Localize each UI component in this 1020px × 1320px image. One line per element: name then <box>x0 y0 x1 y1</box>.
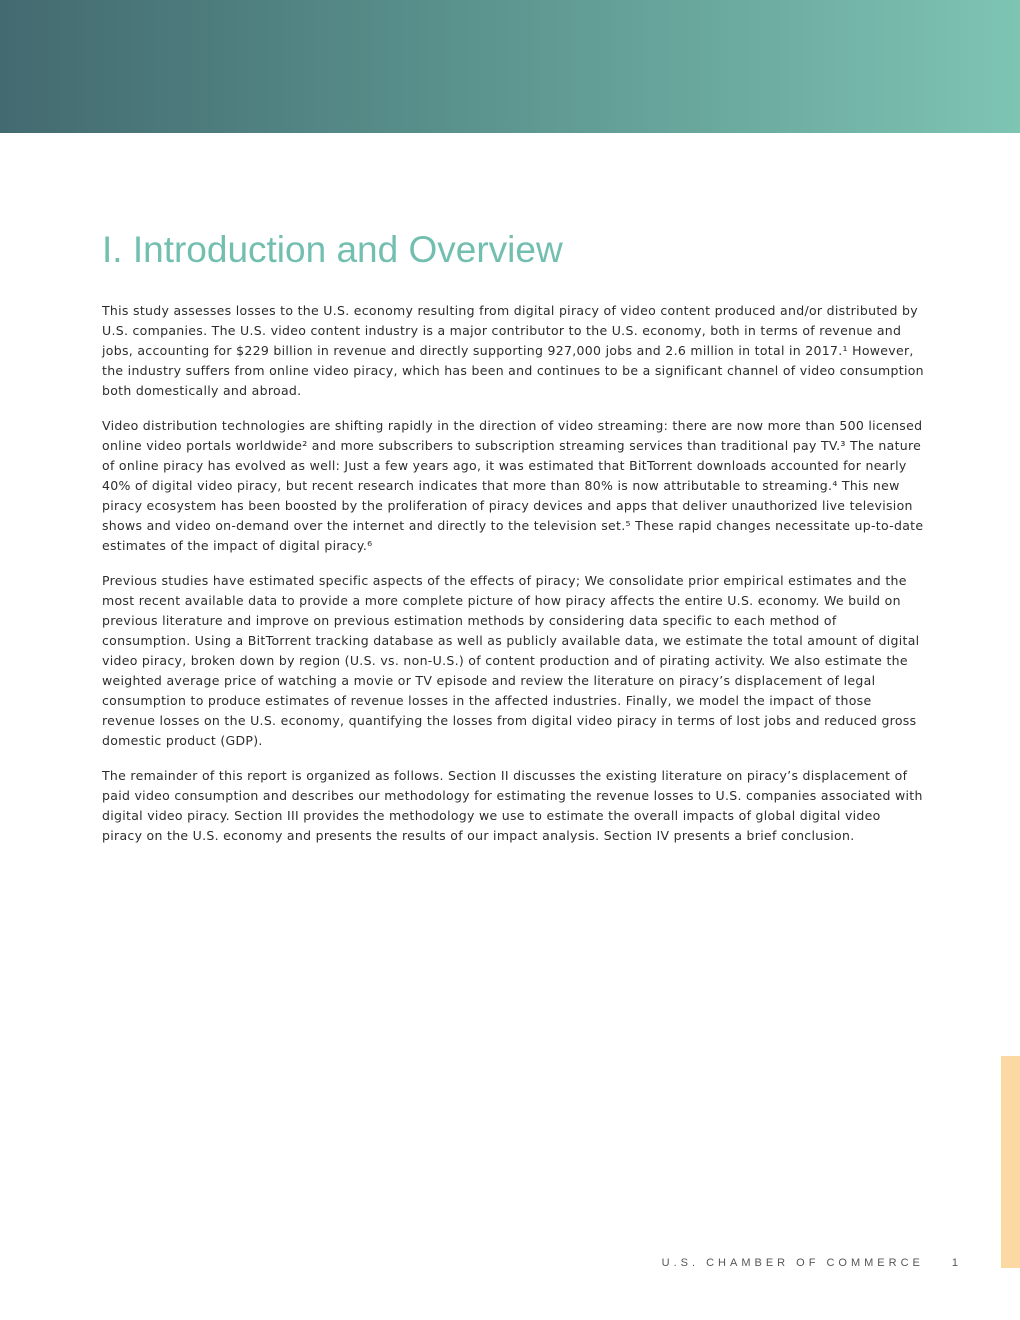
side-tab-marker <box>1001 1056 1020 1268</box>
footer-organization: U.S. CHAMBER OF COMMERCE <box>661 1257 924 1269</box>
page-title: I. Introduction and Overview <box>102 229 563 270</box>
header-banner <box>0 0 1020 133</box>
paragraph-1: This study assesses losses to the U.S. economy resulting from digital piracy of video content produced and/or distributed by U.S. companies. The U.S. video content industry is a major contributor to the U.S. economy, both in terms of revenue and jobs, accounting for $229 billion in revenue and directly supporting 927,000 jobs and 2.6 million in total in 2017.¹ However, the industry suffers from online video piracy, which has been and continues to be a significant channel of video consumption both domestically and abroad. <box>102 303 924 398</box>
paragraph-4: The remainder of this report is organized as follows. Section II discusses the existing literature on piracy’s displacement of paid video consumption and describes our methodology for estimating the revenue losses to U.S. companies associated with digital video piracy. Section III provides the methodology we use to estimate the overall impacts of global digital video piracy on the U.S. economy and presents the results of our impact analysis. Section IV presents a brief conclusion. <box>102 768 923 843</box>
page-footer <box>662 1257 958 1269</box>
paragraph-3: Previous studies have estimated specific aspects of the effects of piracy; We consolidate prior empirical estimates and the most recent available data to provide a more complete picture of how piracy affects the entire U.S. economy. We build on previous literature and improve on previous estimation methods by considering data specific to each method of consumption. Using a BitTorrent tracking database as well as publicly available data, we estimate the total amount of digital video piracy, broken down by region (U.S. vs. non-U.S.) of content production and of pirating activity. We also estimate the weighted average price of watching a movie or TV episode and review the literature on piracy’s displacement of legal consumption to produce estimates of revenue losses in the affected industries. Finally, we model the impact of those revenue losses on the U.S. economy, quantifying the losses from digital video piracy in terms of lost jobs and reduced gross domestic product (GDP). <box>102 573 920 748</box>
document-body <box>102 226 924 861</box>
paragraph-2: Video distribution technologies are shifting rapidly in the direction of video streaming: there are now more than 500 licensed online video portals worldwide² and more subscribers to subscription streaming services than traditional pay TV.³ The nature of online piracy has evolved as well: Just a few years ago, it was estimated that BitTorrent downloads accounted for nearly 40% of digital video piracy, but recent research indicates that more than 80% is now attributable to streaming.⁴ This new piracy ecosystem has been boosted by the proliferation of piracy devices and apps that deliver unauthorized live television shows and video on-demand over the internet and directly to the television set.⁵ These rapid changes necessitate up-to-date estimates of the impact of digital piracy.⁶ <box>102 418 924 553</box>
page-number: 1 <box>951 1257 958 1269</box>
